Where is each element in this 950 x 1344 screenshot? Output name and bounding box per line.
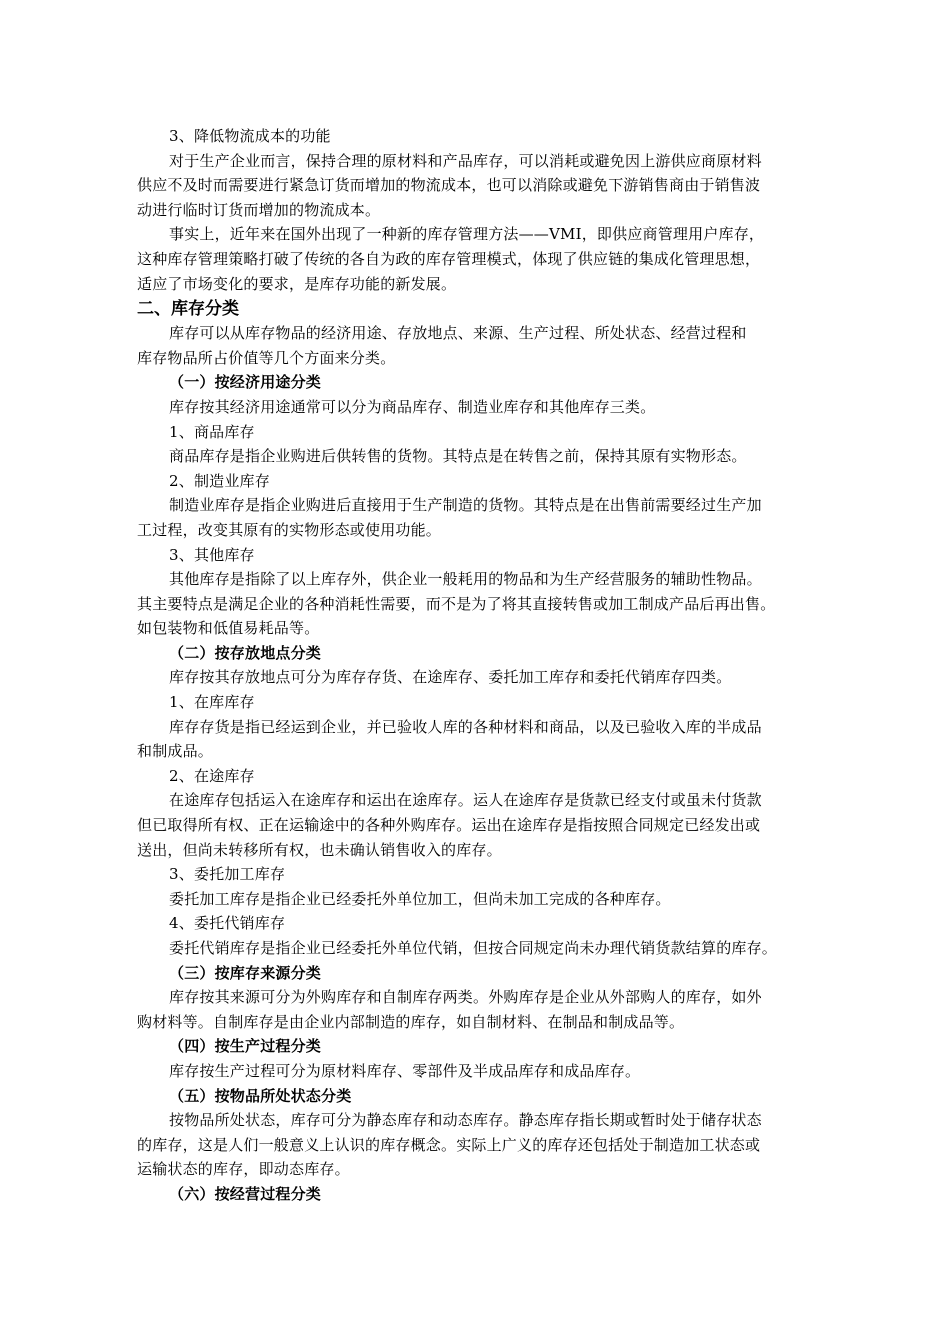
paragraph-line: 商品库存是指企业购进后供转售的货物。其特点是在转售之前，保持其原有实物形态。 xyxy=(169,447,747,466)
paragraph-line: 对于生产企业而言，保持合理的原材料和产品库存，可以消耗或避免因上游供应商原材料 xyxy=(169,151,762,170)
subsection-heading: （六）按经营过程分类 xyxy=(169,1184,322,1203)
paragraph-line: 按物品所处状态，库存可分为静态库存和动态库存。静态库存指长期或暂时处于储存状态 xyxy=(169,1111,762,1130)
paragraph-line: 4、委托代销库存 xyxy=(169,914,286,933)
paragraph-line: 委托加工库存是指企业已经委托外单位加工，但尚未加工完成的各种库存。 xyxy=(169,889,671,908)
paragraph-line: 库存按生产过程可分为原材料库存、零部件及半成品库存和成品库存。 xyxy=(169,1061,641,1080)
paragraph-line: 的库存，这是人们一般意义上认识的库存概念。实际上广义的库存还包括处于制造加工状态或 xyxy=(137,1135,761,1154)
subsection-heading: （五）按物品所处状态分类 xyxy=(169,1086,352,1105)
paragraph-line: 3、委托加工库存 xyxy=(169,865,286,884)
paragraph-line: 在途库存包括运入在途库存和运出在途库存。运人在途库存是货款已经支付或虽未付货款 xyxy=(169,791,762,810)
paragraph-line: 和制成品。 xyxy=(137,742,214,761)
subsection-heading: （二）按存放地点分类 xyxy=(169,643,322,662)
section-heading: 二、库存分类 xyxy=(137,299,239,320)
paragraph-line: 库存按其经济用途通常可以分为商品库存、制造业库存和其他库存三类。 xyxy=(169,397,656,416)
paragraph-line: 制造业库存是指企业购进后直接用于生产制造的货物。其特点是在出售前需要经过生产加 xyxy=(169,496,762,515)
paragraph-line: 库存物品所占价值等几个方面来分类。 xyxy=(137,348,396,367)
paragraph-line: 1、商品库存 xyxy=(169,422,255,441)
paragraph-line: 送出，但尚未转移所有权，也未确认销售收入的库存。 xyxy=(137,840,502,859)
paragraph-line: 如包装物和低值易耗品等。 xyxy=(137,619,320,638)
subsection-heading: （一）按经济用途分类 xyxy=(169,373,322,392)
paragraph-line: 1、在库库存 xyxy=(169,693,255,712)
paragraph-line: 2、制造业库存 xyxy=(169,471,270,490)
paragraph-line: 工过程，改变其原有的实物形态或使用功能。 xyxy=(137,520,442,539)
paragraph-line: 2、在途库存 xyxy=(169,766,255,785)
paragraph-line: 库存按其来源可分为外购库存和自制库存两类。外购库存是企业从外部购人的库存，如外 xyxy=(169,988,762,1007)
subsection-heading: （四）按生产过程分类 xyxy=(169,1037,322,1056)
paragraph-line: 3、其他库存 xyxy=(169,545,255,564)
paragraph-line: 动进行临时订货而增加的物流成本。 xyxy=(137,200,381,219)
paragraph-line: 适应了市场变化的要求，是库存功能的新发展。 xyxy=(137,274,457,293)
paragraph-line: 这种库存管理策略打破了传统的各自为政的库存管理模式，体现了供应链的集成化管理思想， xyxy=(137,249,761,268)
paragraph-line: 库存按其存放地点可分为库存存货、在途库存、委托加工库存和委托代销库存四类。 xyxy=(169,668,732,687)
paragraph-line: 但已取得所有权、正在运输途中的各种外购库存。运出在途库存是指按照合同规定已经发出或 xyxy=(137,816,761,835)
paragraph-line: 委托代销库存是指企业已经委托外单位代销，但按合同规定尚未办理代销货款结算的库存。 xyxy=(169,939,778,957)
subsection-heading: （三）按库存来源分类 xyxy=(169,963,322,982)
paragraph-line: 其他库存是指除了以上库存外，供企业一般耗用的物品和为生产经营服务的辅助性物品。 xyxy=(169,570,762,589)
document-page xyxy=(137,124,841,1207)
paragraph-line: 其主要特点是满足企业的各种消耗性需要，而不是为了将其直接转售或加工制成产品后再出售。 xyxy=(137,594,776,613)
paragraph-line: 库存存货是指已经运到企业，并已验收人库的各种材料和商品，以及已验收入库的半成品 xyxy=(169,717,762,736)
paragraph-line: 运输状态的库存，即动态库存。 xyxy=(137,1160,350,1179)
paragraph-line: 3、降低物流成本的功能 xyxy=(169,127,331,145)
paragraph-line: 库存可以从库存物品的经济用途、存放地点、来源、生产过程、所处状态、经营过程和 xyxy=(169,324,747,343)
paragraph-line: 事实上，近年来在国外出现了一种新的库存管理方法——VMI，即供应商管理用户库存， xyxy=(169,225,765,244)
paragraph-line: 购材料等。自制库存是由企业内部制造的库存，如自制材料、在制品和制成品等。 xyxy=(137,1012,685,1031)
paragraph-line: 供应不及时而需要进行紧急订货而增加的物流成本，也可以消除或避免下游销售商由于销售波 xyxy=(137,176,761,195)
